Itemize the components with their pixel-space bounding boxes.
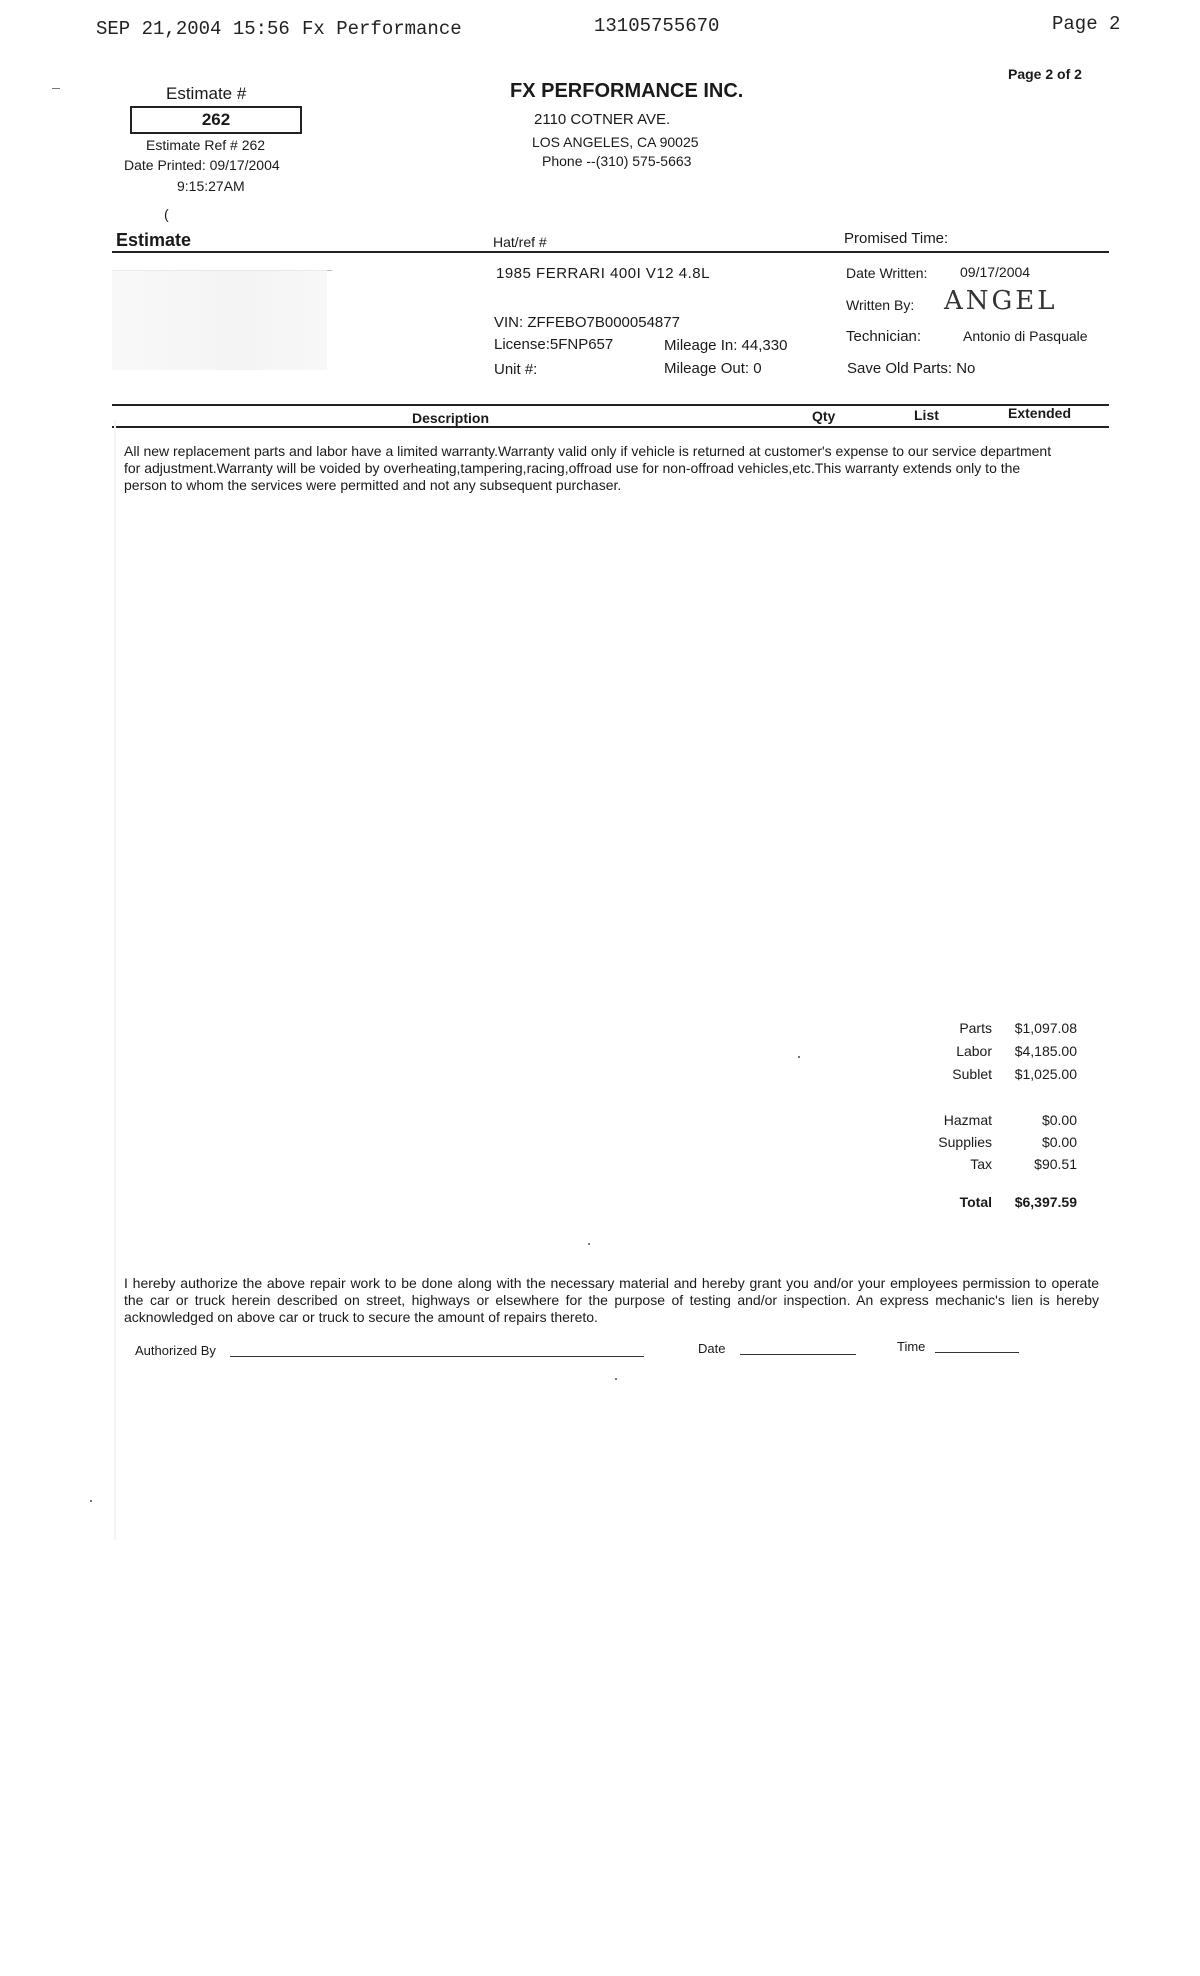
date-written-value: 09/17/2004 [960, 264, 1031, 280]
table-header-top-rule [112, 404, 1109, 406]
page-of-label: Page 2 of 2 [1008, 66, 1082, 82]
warranty-text: All new replacement parts and labor have a limited warranty.Warranty valid only if vehicle is returned at customer's expense to our service department for adjustment.Warranty will be voided by overheating,tampering,racing,offroad use for non-offroad vehicles,etc.This warranty extends only to the person to whom the services were permitted and not any subsequent purchaser. [124, 443, 1052, 493]
scan-speck [588, 1243, 590, 1245]
date-printed: Date Printed: 09/17/2004 [124, 157, 280, 173]
section-rule [112, 251, 1109, 253]
scan-speck [615, 1378, 617, 1380]
total-label-total: Total [959, 1194, 992, 1210]
technician-label: Technician: [846, 328, 922, 345]
company-street: 2110 COTNER AVE. [534, 111, 671, 128]
company-city: LOS ANGELES, CA 90025 [532, 134, 699, 150]
estimate-number-box [130, 106, 302, 134]
time-printed: 9:15:27AM [177, 178, 245, 194]
authorized-by-label: Authorized By [135, 1343, 216, 1358]
save-old-parts: Save Old Parts: No [847, 360, 976, 377]
time-line[interactable] [935, 1352, 1019, 1353]
col-description: Description [412, 410, 490, 426]
total-label-parts: Parts [959, 1020, 992, 1036]
estimate-ref: Estimate Ref # 262 [146, 137, 266, 153]
total-value-hazmat: $0.00 [1041, 1112, 1077, 1128]
total-value-parts: $1,097.08 [1014, 1020, 1077, 1036]
hat-ref-label: Hat/ref # [493, 234, 547, 250]
total-label-tax: Tax [970, 1156, 992, 1172]
scan-speck [798, 1056, 800, 1058]
authorized-by-line[interactable] [230, 1356, 644, 1357]
estimate-number-label: Estimate # [166, 84, 247, 103]
fax-sender: Fx Performance [302, 18, 462, 40]
total-value-total: $6,397.59 [1014, 1194, 1077, 1210]
vehicle-license: License:5FNP657 [494, 336, 614, 353]
mileage-in: Mileage In: 44,330 [664, 337, 788, 354]
total-value-sublet: $1,025.00 [1014, 1066, 1077, 1082]
total-label-labor: Labor [956, 1043, 992, 1059]
authorization-text: I hereby authorize the above repair work to be done along with the necessary material and hereby grant you and/or your employees permission to operate the car or truck herein described on street, highways or elsewhere for the purpose of testing and/or inspection. An express mechanic's lien is hereby acknowledged on above car or truck to secure the amount of repairs thereto. [124, 1275, 1099, 1325]
fax-datetime: SEP 21,2004 15:56 [96, 18, 290, 40]
vehicle-vin: VIN: ZFFEBO7B000054877 [494, 314, 680, 331]
estimate-number: 262 [201, 110, 231, 129]
technician-value: Antonio di Pasquale [963, 328, 1088, 344]
fax-page: Page 2 [1052, 13, 1121, 35]
time-label: Time [897, 1339, 926, 1354]
total-value-labor: $4,185.00 [1014, 1043, 1077, 1059]
vehicle-description: 1985 FERRARI 400I V12 4.8L [496, 265, 710, 282]
redacted-customer-info [112, 270, 327, 370]
section-estimate-label: Estimate [116, 230, 192, 250]
scan-speck [90, 1500, 92, 1502]
date-line[interactable] [740, 1354, 856, 1355]
date-label: Date [698, 1341, 726, 1356]
date-written-label: Date Written: [846, 265, 928, 281]
col-qty: Qty [812, 408, 836, 424]
col-list: List [914, 407, 939, 423]
written-by-signature: ANGEL [944, 286, 1058, 316]
total-label-sublet: Sublet [952, 1066, 992, 1082]
total-label-hazmat: Hazmat [943, 1112, 992, 1128]
scan-shadow [114, 420, 116, 1540]
promised-time-label: Promised Time: [844, 230, 949, 247]
company-phone: Phone --(310) 575-5663 [542, 153, 692, 169]
total-label-supplies: Supplies [938, 1134, 992, 1150]
vehicle-unit: Unit #: [494, 361, 538, 378]
total-value-tax: $90.51 [1034, 1156, 1077, 1172]
mileage-out: Mileage Out: 0 [664, 360, 762, 377]
stray-mark: ( [164, 206, 169, 222]
written-by-label: Written By: [846, 297, 915, 313]
table-header-bottom-rule [112, 426, 1109, 428]
fax-phone: 13105755670 [594, 15, 720, 37]
col-extended: Extended [1008, 405, 1072, 421]
scan-speck [52, 88, 60, 89]
company-name: FX PERFORMANCE INC. [510, 80, 744, 102]
total-value-supplies: $0.00 [1041, 1134, 1077, 1150]
